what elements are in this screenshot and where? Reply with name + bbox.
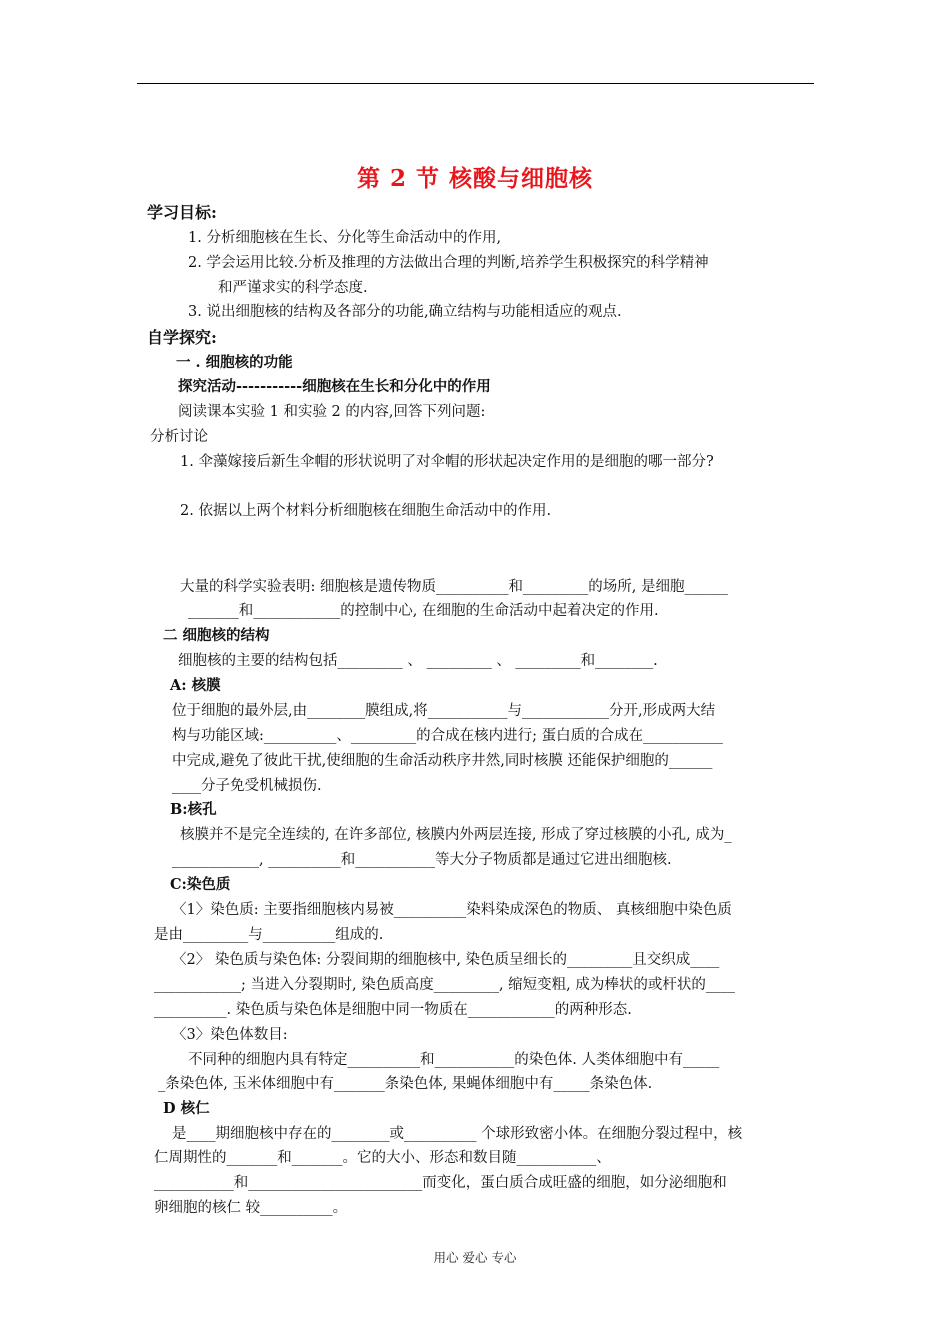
section-c-line: 〈2〉 染色质与染色体: 分裂间期的细胞核中, 染色质呈细长的_________且交织成____ — [172, 952, 720, 968]
objective-item: 3. 说出细胞核的结构及各部分的功能,确立结构与功能相适应的观点. — [188, 304, 622, 320]
section-d-line: 仁周期性的_______和_______。它的大小、形态和数目随___________、 — [154, 1150, 611, 1166]
question-2: 2. 依据以上两个材料分析细胞核在细胞生命活动中的作用. — [180, 503, 552, 519]
section-b-line: 核膜并不是完全连续的, 在许多部位, 核膜内外两层连接, 形成了穿过核膜的小孔, 成为_ — [180, 827, 732, 843]
objective-item-continuation: 和严谨求实的科学态度. — [218, 280, 368, 296]
section-c-line: 不同种的细胞内具有特定__________和___________的染色体. 人类体细胞中有_____ — [188, 1052, 720, 1068]
section-d-line: 卵细胞的核仁 较__________。 — [154, 1200, 348, 1216]
page-footer: 用心 爱心 专心 — [433, 1250, 517, 1265]
header-rule — [137, 83, 814, 84]
section-c-line: 〈3〉染色体数目: — [172, 1027, 288, 1043]
activity-heading: 探究活动-----------细胞核在生长和分化中的作用 — [178, 378, 491, 395]
section-c-line: __________. 染色质与染色体是细胞中同一物质在____________的两种形态. — [154, 1002, 632, 1018]
part2-heading: 二 细胞核的结构 — [163, 627, 270, 644]
discussion-label: 分析讨论 — [150, 429, 208, 445]
page-title: 第 2 节 核酸与细胞核 — [356, 165, 594, 192]
objective-item: 2. 学会运用比较.分析及推理的方法做出合理的判断,培养学生积极探究的科学精神 — [188, 255, 709, 271]
section-d-line: ___________和________________________而变化，蛋白质合成旺盛的细胞，如分泌细胞和 — [154, 1175, 727, 1191]
question-1: 1. 伞藻嫁接后新生伞帽的形状说明了对伞帽的形状起决定作用的是细胞的哪一部分? — [180, 454, 714, 470]
section-c-line: 〈1〉染色质: 主要指细胞核内易被__________染料染成深色的物质、 真核细胞中染色质 — [172, 902, 732, 918]
section-b-line: ____________, __________和___________等大分子物质都是通过它进出细胞核. — [172, 852, 672, 868]
structure-intro: 细胞核的主要的结构包括_________ 、 _________ 、 _________和________. — [178, 653, 658, 669]
self-study-heading: 自学探究: — [147, 328, 217, 347]
section-b-heading: B:核孔 — [170, 801, 217, 818]
section-c-line: _条染色体, 玉米体细胞中有_______条染色体, 果蝇体细胞中有_____条染色体. — [158, 1076, 653, 1092]
conclusion-line: _______和____________的控制中心, 在细胞的生命活动中起着决定的作用. — [188, 603, 659, 619]
section-a-line: ____分子免受机械损伤. — [172, 778, 322, 794]
section-a-line: 中完成,避免了彼此干扰,使细胞的生命活动秩序井然,同时核膜 还能保护细胞的______ — [172, 753, 713, 769]
section-d-line: 是____期细胞核中存在的________或__________ 个球形致密小体。在细胞分裂过程中，核 — [172, 1126, 743, 1142]
part1-heading: 一 . 细胞核的功能 — [176, 354, 293, 371]
section-c-line: 是由_________与__________组成的. — [154, 927, 384, 943]
section-a-heading: A: 核膜 — [170, 677, 221, 694]
objectives-heading: 学习目标: — [147, 203, 217, 222]
instruction-text: 阅读课本实验 1 和实验 2 的内容,回答下列问题: — [178, 404, 486, 420]
conclusion-line: 大量的科学实验表明: 细胞核是遗传物质__________和_________的场所, 是细胞______ — [180, 579, 728, 595]
section-a-line: 构与功能区域:__________、_________的合成在核内进行; 蛋白质的合成在___________ — [172, 728, 723, 744]
objective-item: 1. 分析细胞核在生长、分化等生命活动中的作用, — [188, 230, 502, 246]
section-a-line: 位于细胞的最外层,由________膜组成,将___________与____________分开,形成两大结 — [172, 703, 716, 719]
section-c-heading: C:染色质 — [170, 876, 231, 893]
section-c-line: ____________; 当进入分裂期时, 染色质高度_________, 缩短变粗, 成为棒状的或杆状的____ — [154, 977, 735, 993]
section-d-heading: D 核仁 — [163, 1100, 210, 1117]
